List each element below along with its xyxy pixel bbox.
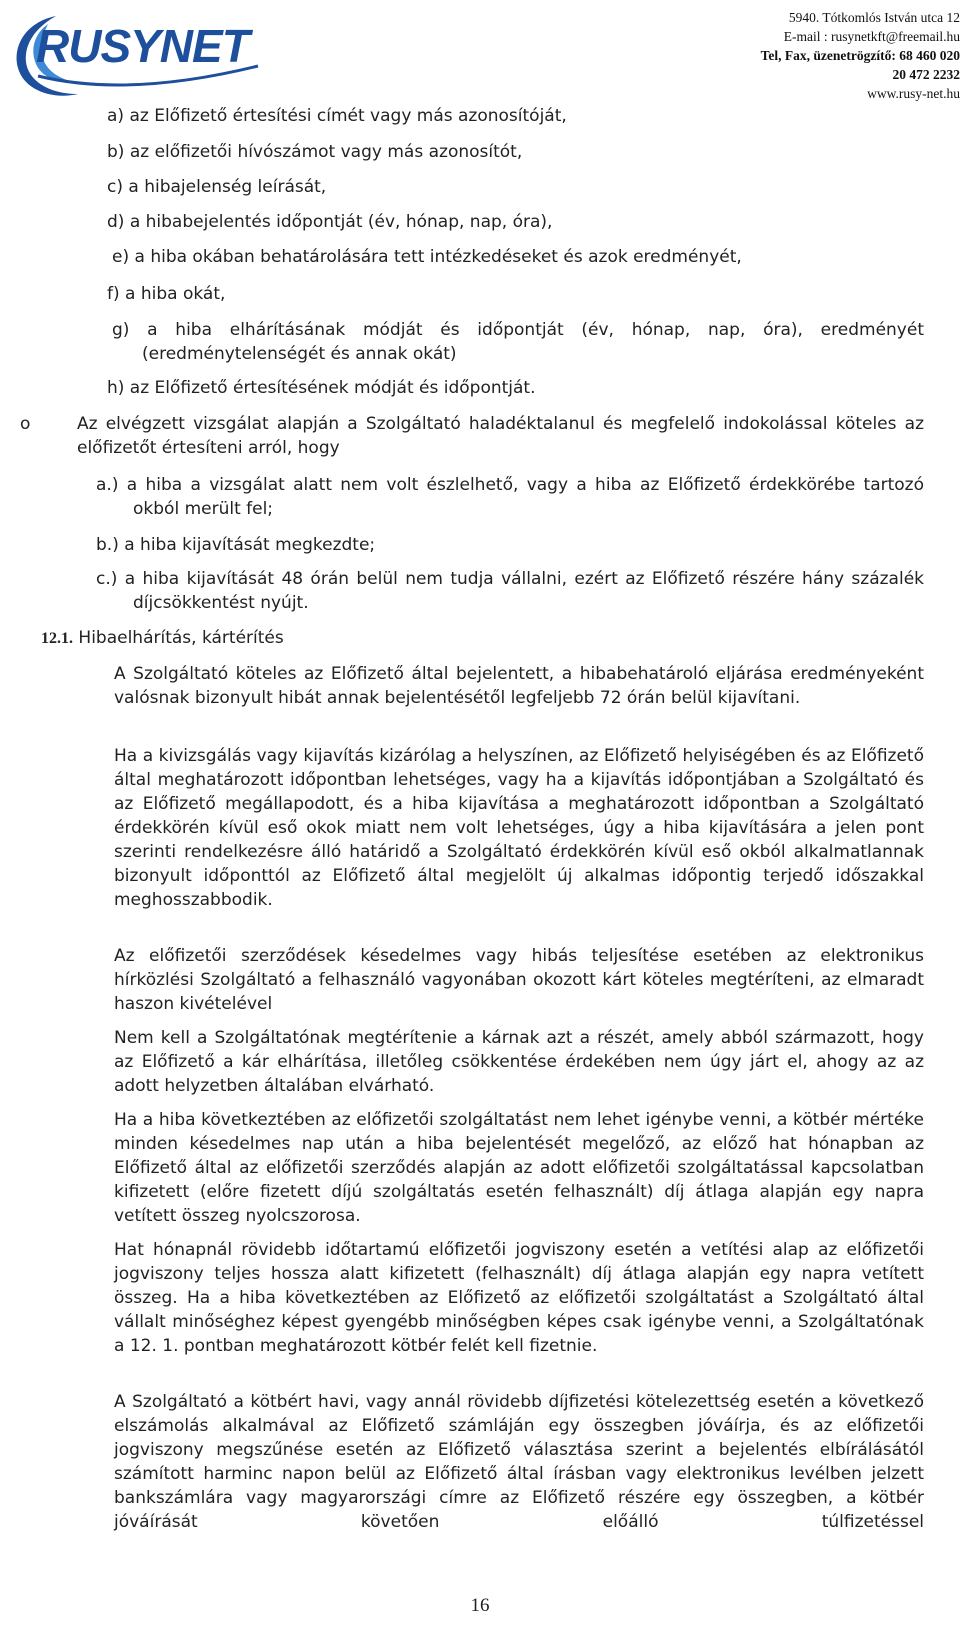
section-heading: [41, 626, 641, 651]
sub-item-b: b.) a hiba kijavítását megkezdte;: [96, 535, 376, 555]
contact-block: [560, 8, 960, 103]
logo-text: RUSYNET: [36, 20, 249, 72]
list-item-d: d) a hibabejelentés időpontját (év, hónap, nap, óra),: [107, 212, 553, 232]
paragraph-6: Hat hónapnál rövidebb időtartamú előfizetői jogviszony esetén a vetítési alap az előfizetői jogviszony teljes hossza alatt kifizetett (felhasznált) díj átlaga alapján egy napra vetített összeg. Ha a hiba következtében az Előfizető az előfizetői szolgáltatást a Szolgáltató által vállalt minőséghez képest gyengébb minőségben képes csak igénybe venni, a Szolgáltatónak a 12. 1. pontban meghatározott kötbér felét kell fizetnie.: [114, 1240, 924, 1356]
bullet-glyph: o: [20, 414, 31, 434]
list-item-e: e) a hiba okában behatárolására tett intézkedéseket és azok eredményét,: [112, 247, 742, 267]
address: 5940. Tótkomlós István utca 12: [788, 10, 960, 25]
website: www.rusy-net.hu: [867, 86, 960, 101]
sub-item-c: c.) a hiba kijavítását 48 órán belül nem tudja vállalni, ezért az Előfizető részére hány százalék díjcsökkentést nyújt.: [96, 569, 924, 613]
list-item-c: c) a hibajelenség leírását,: [107, 177, 327, 197]
phone: Tel, Fax, üzenetrögzítő: 68 460 020: [760, 48, 960, 63]
section-number: 12.1.: [41, 630, 73, 647]
paragraph-3: Az előfizetői szerződések késedelmes vagy hibás teljesítése esetében az elektronikus hírközlési Szolgáltató a felhasználó vagyonában okozott kárt köteles megtéríteni, az elmaradt haszon kivételével: [114, 946, 924, 1014]
paragraph-1: A Szolgáltató köteles az Előfizető által bejelentett, a hibabehatároló eljárása eredményeként valósnak bizonyult hibát annak bejelentésétől legfeljebb 72 órán belül kijavítani.: [114, 664, 924, 708]
list-item-b: b) az előfizetői hívószámot vagy más azonosítót,: [107, 142, 523, 162]
bullet-paragraph: Az elvégzett vizsgálat alapján a Szolgáltató haladéktalanul és megfelelő indokolással köteles az előfizetőt értesíteni arról, hogy: [77, 414, 924, 458]
paragraph-7: A Szolgáltató a kötbért havi, vagy annál rövidebb díjfizetési kötelezettség esetén a következő elszámolás alkalmával az Előfizető számláján egy összegben jóváírja, és az előfizetői jogviszony megszűnése esetén az Előfizető választása szerint a bejelentés elbírálásától számított harminc napon belül az Előfizető által írásban vagy elektronikus levélben jelzett bankszámlára vagy magyarországi címre az Előfizető részére egy összegben, a kötbér jóváírását követően előálló túlfizetéssel: [114, 1392, 924, 1532]
list-item-a: a) az Előfizető értesítési címét vagy más azonosítóját,: [107, 106, 567, 126]
list-item-g: g) a hiba elhárításának módját és időpontját (év, hónap, nap, óra), eredményét (eredménytelenségét és annak okát): [112, 320, 924, 364]
mobile: 20 472 2232: [892, 67, 960, 82]
list-item-f: f) a hiba okát,: [107, 284, 226, 304]
page-number: 16: [470, 1595, 490, 1616]
section-title: Hibaelhárítás, kártérítés: [78, 628, 284, 648]
sub-item-a: a.) a hiba a vizsgálat alatt nem volt észlelhető, vagy a hiba az Előfizető érdekkörébe tartozó okból merült fel;: [96, 475, 924, 519]
list-item-h: h) az Előfizető értesítésének módját és időpontját.: [107, 378, 536, 398]
paragraph-2: Ha a kivizsgálás vagy kijavítás kizárólag a helyszínen, az Előfizető helyiségében és az Előfizető által meghatározott időpontban lehetséges, vagy ha a kijavítás időpontjában a Szolgáltató és az Előfizető megállapodott, és a hiba kijavítása a meghatározott időpontban a Szolgáltató érdekkörén kívül eső okok miatt nem volt lehetséges, úgy a hiba kijavítására a jelen pont szerinti rendelkezésre álló határidő a Szolgáltató érdekkörén kívül eső okból alkalmatlannak bizonyult időponttól az Előfizető által megjelölt új alkalmas időpontig terjedő időszakkal meghosszabbodik.: [114, 746, 924, 910]
paragraph-4: Nem kell a Szolgáltatónak megtérítenie a kárnak azt a részét, amely abból származott, hogy az Előfizető a kár elhárítása, illetőleg csökkentése érdekében nem úgy járt el, ahogy az az adott helyzetben általában elvárható.: [114, 1028, 924, 1096]
paragraph-5: Ha a hiba következtében az előfizetői szolgáltatást nem lehet igénybe venni, a kötbér mértéke minden késedelmes nap után a hiba bejelentését megelőző, az előző hat hónapban az Előfizető által az előfizetői szerződés alapján az adott előfizetői szolgáltatással kapcsolatban kifizetett (előre fizetett díjú szolgáltatás esetén felhasznált) díj átlaga alapján egy napra vetített összeg nyolcszorosa.: [114, 1110, 924, 1226]
email: E-mail : rusynetkft@freemail.hu: [783, 29, 960, 44]
